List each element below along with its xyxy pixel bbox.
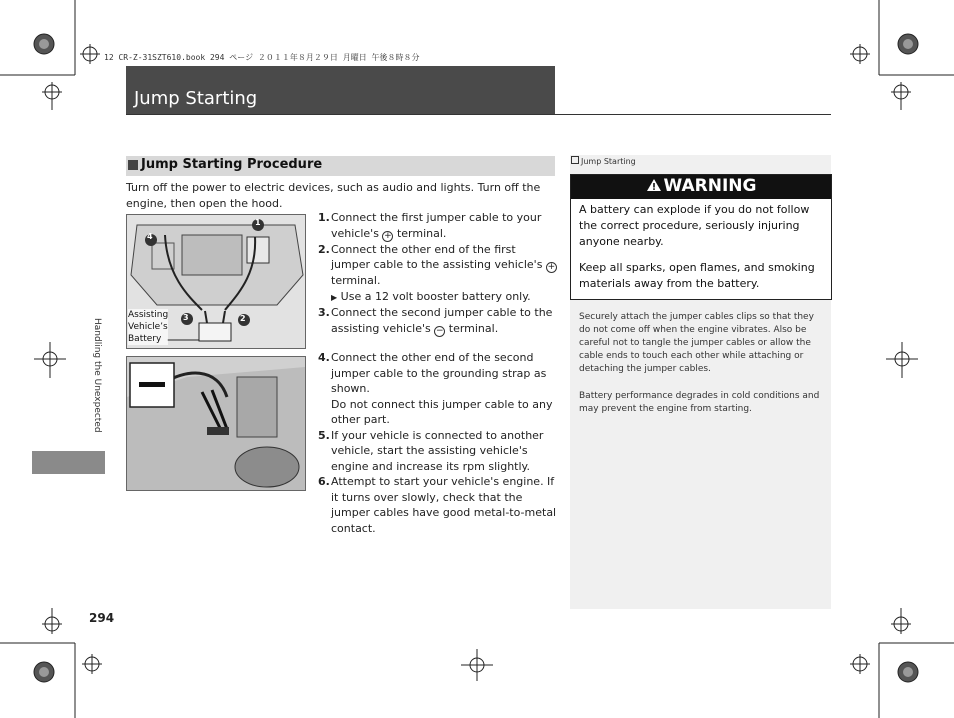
note-cable-clips: Securely attach the jumper cables clips so that they do not come off when the engine vibrates. Also be careful not to tangle the jumper cables or allow the cable ends to touch each other while attaching or detaching the jumper cables. [579,312,814,374]
title-rule [126,114,831,115]
registration-mark-left-center [30,340,70,380]
page-title: Jump Starting [134,88,258,109]
step-2: 2. Connect the other end of the first jumper cable to the assisting vehicle's + terminal. ▶ Use a 12 volt booster battery only. [318,242,556,303]
registration-mark-right-center [882,340,922,380]
registration-mark-top-right [824,0,954,130]
warning-triangle-icon [646,178,662,192]
registration-mark-top-left [0,0,130,130]
callout-2: 2 [240,314,246,323]
callout-4: 4 [147,232,153,241]
grounding-strap-drawing [127,357,305,490]
warning-body: A battery can explode if you do not follow the correct procedure, seriously injuring anyone nearby. Keep all sparks, open flames, and smoking materials away from the battery. [579,203,815,290]
plus-terminal-icon: + [547,262,556,272]
steps-list-1 [318,210,558,337]
side-tab [32,451,105,474]
side-section-label: Handling the Unexpected [92,318,102,433]
grounding-strap-illustration [126,356,306,491]
step-5: 5. If your vehicle is connected to another vehicle, start the assisting vehicle's engine and increase its rpm slightly. [318,428,544,473]
step-4: 4. Connect the other end of the second jumper cable to the grounding strap as shown. Do not connect this jumper cable to any other part. [318,351,553,426]
registration-mark-bottom-center [457,645,497,685]
plus-terminal-icon: + [384,230,392,241]
callout-3: 3 [183,313,189,322]
reference-icon [571,156,579,164]
steps-list-2 [318,350,558,536]
print-header: 12 CR-Z-31SZT610.book 294 ページ ２０１１年８月２９日 月曜日 午後８時８分 [104,53,420,62]
registration-mark-bottom-left [0,588,130,718]
square-bullet-icon [128,160,138,170]
page-number: 294 [89,611,115,625]
step-6: 6. Attempt to start your vehicle's engine. If it turns over slowly, check that the jumper cables have good metal-to-metal contact. [318,475,557,535]
sidebar-reference: Jump Starting [571,156,636,166]
step-1: 1. Connect the first jumper cable to your vehicle's + terminal. [318,211,542,241]
note-cold-battery: Battery performance degrades in cold conditions and may prevent the engine from starting. [579,391,820,414]
registration-mark-bottom-right [824,588,954,718]
arrow-icon: ▶ [331,292,338,302]
callout-1: 1 [255,218,261,227]
intro-text: Turn off the power to electric devices, such as audio and lights. Turn off the engine, then open the hood. [126,181,541,210]
section-heading: Jump Starting Procedure [141,157,323,172]
minus-terminal-icon: − [435,325,444,336]
step-3: 3. Connect the second jumper cable to the assisting vehicle's − terminal. [318,306,553,336]
assisting-battery-label: Assisting Vehicle’s Battery [128,310,169,344]
warning-title: WARNING [571,176,831,196]
